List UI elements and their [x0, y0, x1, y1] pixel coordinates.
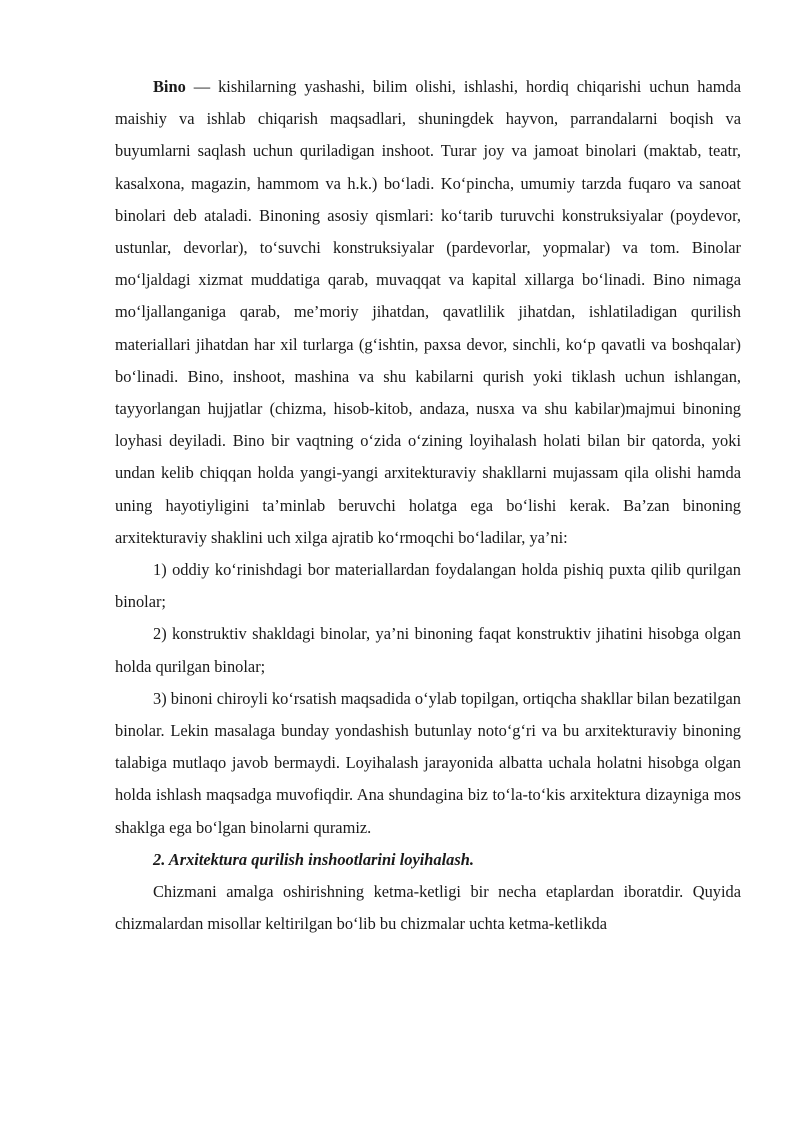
intro-paragraph — [115, 71, 741, 554]
intro-text: — kishilarning yashashi, bilim olishi, ishlashi, hordiq chiqarishi uchun hamda maishiy va ishlab chiqarish maqsadlari, shuningdek hayvon, parrandalarni boqish va buyumlarni saqlash uchun quriladigan inshoot. Turar joy va jamoat binolari (maktab, teatr, kasalxona, magazin, hammom va h.k.) bo‘ladi. Ko‘pincha, umumiy tarzda fuqaro va sanoat binolari deb ataladi. Binoning asosiy qismlari: ko‘tarib turuvchi konstruksiyalar (poydevor, ustunlar, devorlar), to‘suvchi konstruksiyalar (pardevorlar, yopmalar) va tom. Binolar mo‘ljaldagi xizmat muddatiga qarab, muvaqqat va kapital xillarga bo‘linadi. Bino nimaga mo‘ljallanganiga qarab, me’moriy jihatdan, qavatlilik jihatdan, ishlatiladigan qurilish materiallari jihatdan har xil turlarga (g‘ishtin, paxsa devor, sinchli, ko‘p qavatli va boshqalar) bo‘linadi. Bino, inshoot, mashina va shu kabilarni qurish yoki tiklash uchun ishlangan, tayyorlangan hujjatlar (chizma, hisob-kitob, andaza, nusxa va shu kabilar)majmui binoning loyhasi deyiladi. Bino bir vaqtning o‘zida o‘zining loyihalash holati bilan bir qatorda, yoki undan kelib chiqqan holda yangi-yangi arxitekturaviy shakllarni mujassam qila olishi hamda uning hayotiyligini ta’minlab beruvchi holatga ega bo‘lishi kerak. Ba’zan binoning arxitekturaviy shaklini uch xilga ajratib ko‘rmoqchi bo‘ladilar, ya’ni: — [115, 77, 741, 547]
list-item-1: 1) oddiy ko‘rinishdagi bor materiallardan foydalangan holda pishiq puxta qilib qurilgan binolar; — [115, 560, 741, 612]
term-bino: Bino — [153, 77, 186, 96]
document-page — [115, 71, 741, 940]
list-item-2: 2) konstruktiv shakldagi binolar, ya’ni binoning faqat konstruktiv jihatini hisobga olgan holda qurilgan binolar; — [115, 624, 741, 676]
list-item-3: 3) binoni chiroyli ko‘rsatish maqsadida o‘ylab topilgan, ortiqcha shakllar bilan bezatilgan binolar. Lekin masalaga bunday yondashish butunlay noto‘g‘ri va bu arxitekturaviy binoning talabiga mutlaqo javob bermaydi. Loyihalash jarayonida albatta uchala holatni hisobga olgan holda ishlash maqsadga muvofiqdir. Ana shundagina biz to‘la-to‘kis arxitektura dizayniga mos shaklga ega bo‘lgan binolarni quramiz. — [115, 688, 741, 837]
section-heading: 2. Arxitektura qurilish inshootlarini loyihalash. — [153, 849, 474, 869]
closing-paragraph: Chizmani amalga oshirishning ketma-ketligi bir necha etaplardan iboratdir. Quyida chizmalardan misollar keltirilgan bo‘lib bu chizmalar uchta ketma-ketlikda — [115, 882, 741, 934]
